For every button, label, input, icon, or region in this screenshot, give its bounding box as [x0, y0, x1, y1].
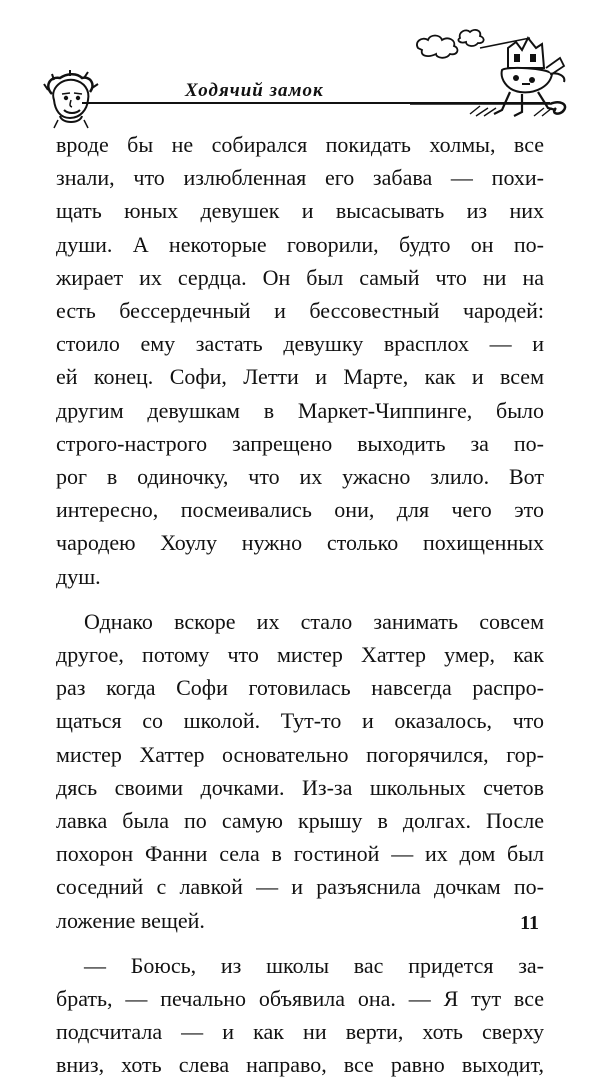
text-line: щать юных девушек и высасывать из них [56, 198, 544, 224]
page-number: 11 [520, 912, 539, 934]
text-line: лавка была по самую крышу в долгах. После [56, 808, 544, 834]
text-line: ей конец. Софи, Летти и Марте, как и всем [56, 364, 544, 390]
text-line: вниз, хоть слева направо, все равно выходит, [56, 1052, 544, 1078]
text-line: знали, что излюбленная его забава — похи- [56, 165, 544, 191]
text-line: интересно, посмеивались они, для чего это [56, 497, 544, 523]
text-line: Однако вскоре их стало занимать совсем [84, 608, 544, 634]
running-title: Ходячий замок [185, 80, 324, 101]
text-line: рог в одиночку, что их ужасно злило. Вот [56, 464, 544, 490]
text-line: раз когда Софи готовилась навсегда распро- [56, 675, 544, 701]
text-line: другое, потому что мистер Хаттер умер, как [56, 642, 544, 668]
text-line: дясь своими дочками. Из-за школьных счетов [56, 774, 544, 800]
text-line: жирает их сердца. Он был самый что ни на [56, 264, 544, 290]
paragraph-1 [56, 128, 544, 593]
paragraph-2 [56, 605, 544, 937]
text-line: есть бессердечный и бессовестный чародей: [56, 298, 544, 324]
paragraph-3 [56, 949, 544, 1082]
text-line: щаться со школой. Тут-то и оказалось, что [56, 708, 544, 734]
text-line: другим девушкам в Маркет-Чиппинге, было [56, 397, 544, 423]
text-line: душ. [56, 563, 101, 589]
text-line: — Боюсь, из школы вас придется за- [84, 952, 544, 978]
text-line: соседний с лавкой — и разъяснила дочкам по- [56, 874, 544, 900]
walking-castle-icon [410, 28, 570, 123]
text-line: строго-настрого запрещено выходить за по- [56, 430, 544, 456]
body-text [56, 128, 544, 1082]
text-line: вроде бы не собирался покидать холмы, все [56, 132, 544, 157]
text-line: мистер Хаттер основательно погорячился, гор- [56, 741, 544, 767]
text-line: подсчитала — и как ни верти, хоть сверху [56, 1019, 544, 1045]
text-line: души. А некоторые говорили, будто он по- [56, 231, 544, 257]
text-line: похорон Фанни села в гостиной — их дом был [56, 841, 544, 867]
text-line: стоило ему застать девушку врасплох — и [56, 331, 544, 357]
running-header [40, 28, 570, 123]
text-line: чародею Хоулу нужно столько похищенных [56, 530, 544, 556]
text-line: ложение вещей. [56, 907, 205, 933]
jester-head-icon [40, 70, 100, 130]
text-line: брать, — печально объявила она. — Я тут все [56, 986, 544, 1012]
